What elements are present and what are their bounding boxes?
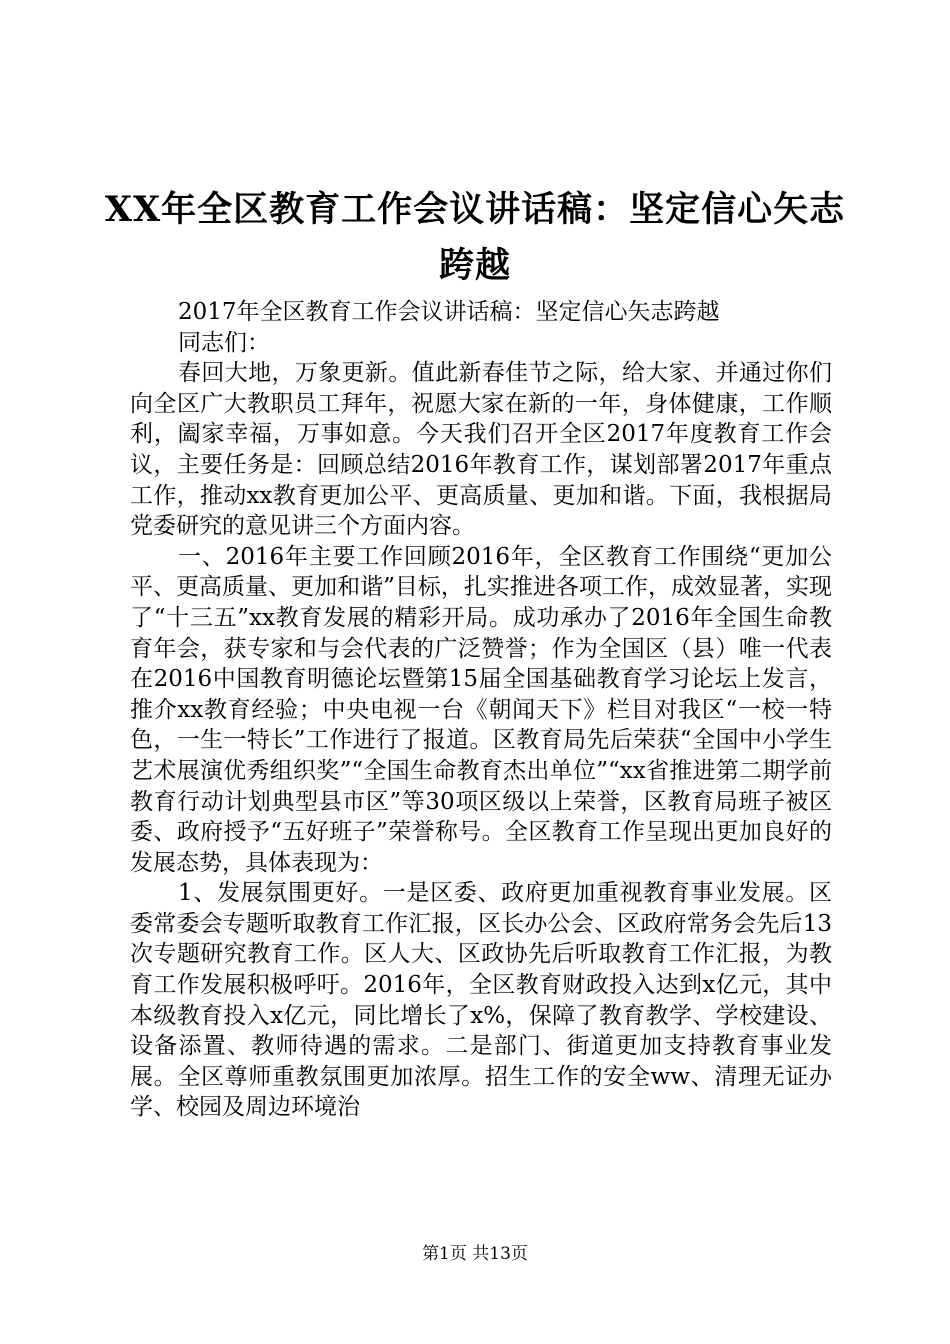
paragraph-item-one: 1、发展氛围更好。一是区委、政府更加重视教育事业发展。区委常委会专题听取教育工作汇报，区长办公会、区政府常务会先后13次专题研究教育工作。区人大、区政协先后听取教育工作汇报，为教育工作发展积极呼吁。2016年，全区教育财政投入达到x亿元，其中本级教育投入x亿元，同比增长了x%，保障了教育教学、学校建设、设备添置、教师待遇的需求。二是部门、街道更加支持教育事业发展。全区尊师重教氛围更加浓厚。招生工作的安全ww、清理无证办学、校园及周边环境治 xyxy=(130,880,832,1121)
paragraph-section-one: 一、2016年主要工作回顾2016年，全区教育工作围绕“更加公平、更高质量、更加和谐”目标，扎实推进各项工作，成效显著，实现了“十三五”xx教育发展的精彩开局。成功承办了2016年全国生命教育年会，获专家和与会代表的广泛赞誉；作为全国区（县）唯一代表在2016中国教育明德论坛暨第15届全国基础教育学习论坛上发言，推介xx教育经验；中央电视一台《朝闻天下》栏目对我区“一校一特色，一生一特长”工作进行了报道。区教育局先后荣获“全国中小学生艺术展演优秀组织奖”“全国生命教育杰出单位”“xx省推进第二期学前教育行动计划典型县市区”等30项区级以上荣誉，区教育局班子被区委、政府授予“五好班子”荣誉称号。全区教育工作呈现出更加良好的发展态势，具体表现为： xyxy=(130,543,832,876)
document-body xyxy=(130,297,832,1123)
subtitle-line: 2017年全区教育工作会议讲话稿：坚定信心矢志跨越 xyxy=(178,299,720,325)
paragraph-intro: 春回大地，万象更新。值此新春佳节之际，给大家、并通过你们向全区广大教职员工拜年，祝愿大家在新的一年，身体健康，工作顺利，阖家幸福，万事如意。今天我们召开全区2017年度教育工作会议，主要任务是：回顾总结2016年教育工作，谋划部署2017年重点工作，推动xx教育更加公平、更高质量、更加和谐。下面，我根据局党委研究的意见讲三个方面内容。 xyxy=(130,360,832,540)
salutation: 同志们： xyxy=(178,329,270,356)
page-number-footer: 第1页 共13页 xyxy=(422,1244,528,1264)
document-title: XX年全区教育工作会议讲话稿：坚定信心矢志跨越 xyxy=(104,189,846,286)
